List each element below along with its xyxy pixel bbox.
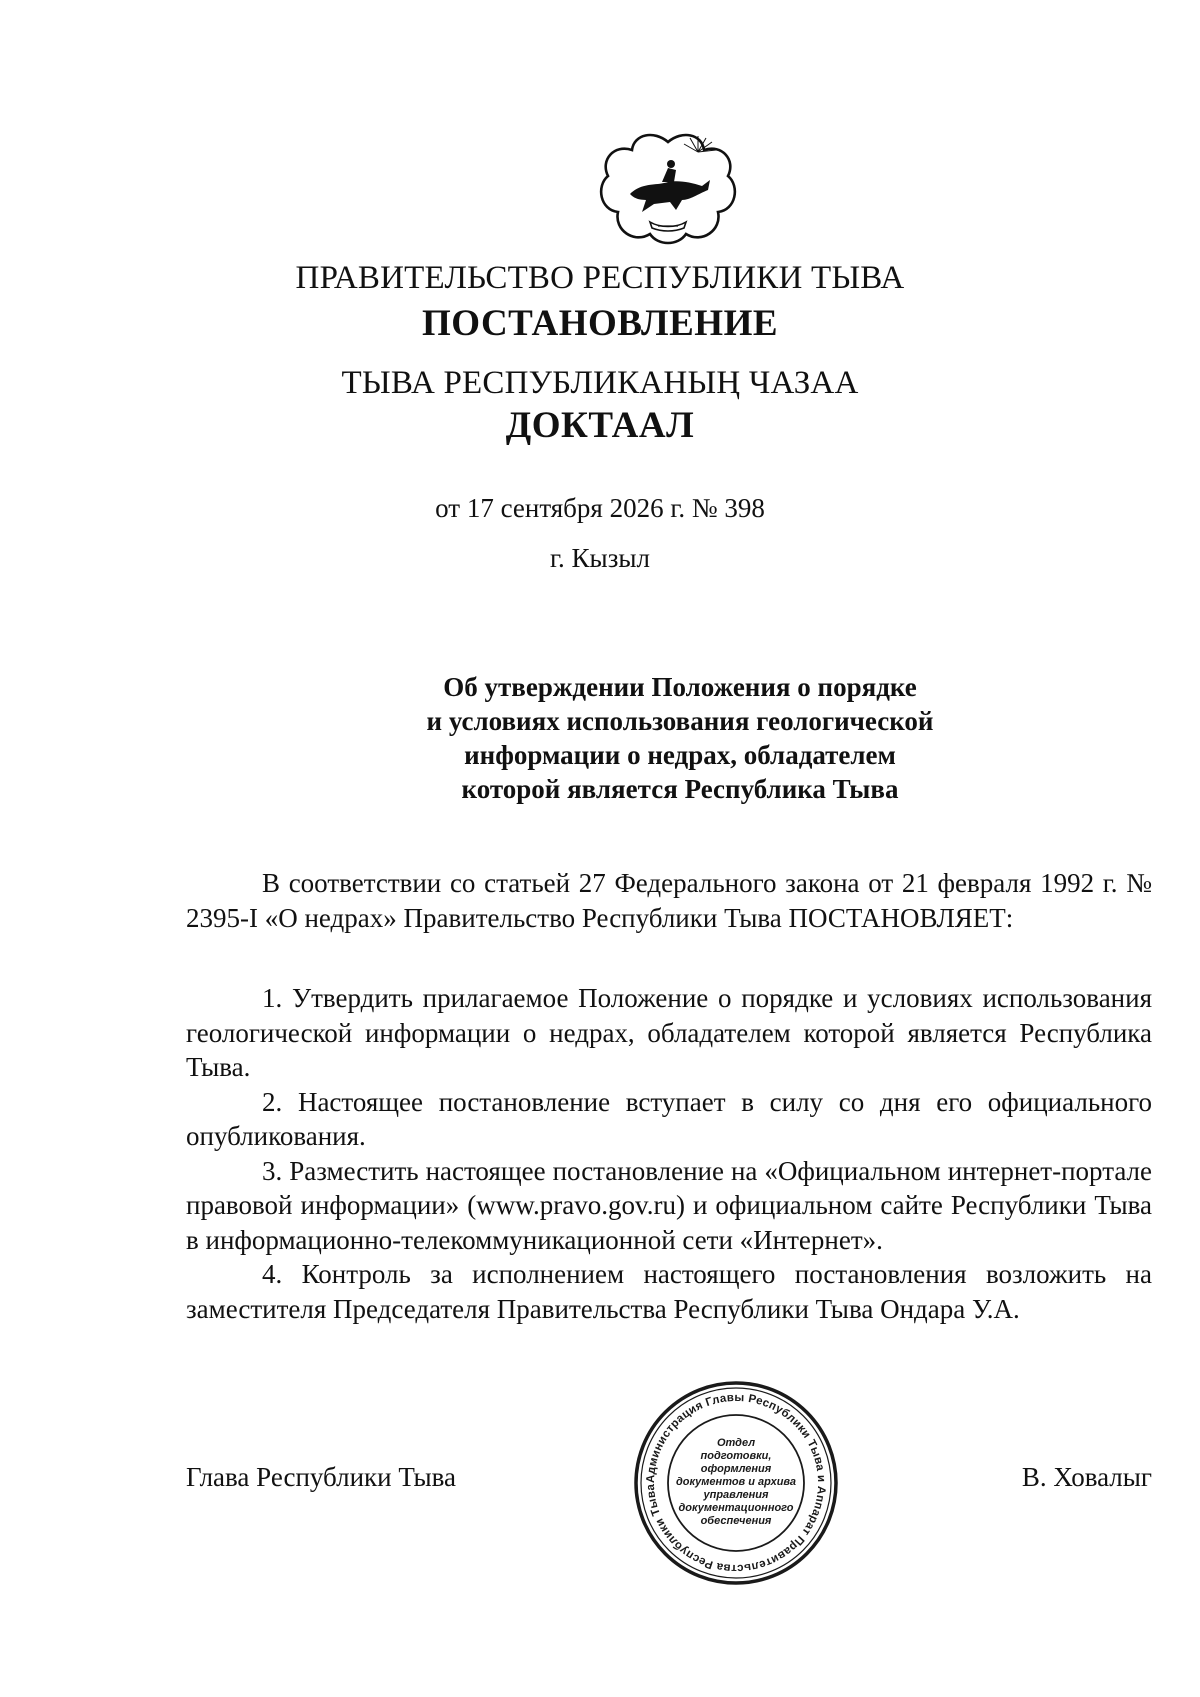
resolution-point: 3. Разместить настоящее постановление на «Официальном интернет-портале правовой информации» (www.pravo.gov.ru) и официальном сайте Республики Тыва в информационно-телекоммуникационной сети «Интернет». (186, 1155, 1152, 1255)
title-line: информации о недрах, обладателем (464, 740, 896, 770)
stamp-line: обеспечения (700, 1515, 772, 1527)
stamp-ring-text: Администрация Главы Республики Тыва и Аппарат Правительства Республики Тыва (644, 1391, 828, 1575)
document-date-number: от 17 сентября 2026 г. № 398 (435, 493, 765, 523)
stamp-line: подготовки, (700, 1450, 772, 1462)
signatory-name: В. Ховалыг (1021, 1462, 1152, 1492)
resolution-points (186, 981, 1152, 1326)
document-type-tyv: ДОКТААЛ (505, 405, 695, 446)
title-line: Об утверждении Положения о порядке (443, 672, 917, 702)
stamp-line: Отдел (716, 1437, 756, 1449)
resolution-point: 4. Контроль за исполнением настоящего постановления возложить на заместителя Председателя Правительства Республики Тыва Ондара У.А. (186, 1259, 1152, 1324)
title-line: которой является Республика Тыва (461, 774, 899, 804)
document-city: г. Кызыл (550, 543, 650, 573)
title-line: и условиях использования геологической (426, 706, 934, 736)
preamble-text: В соответствии со статьей 27 Федерального закона от 21 февраля 1992 г. № 2395-I «О недрах» Правительство Республики Тыва ПОСТАНОВЛЯЕТ: (186, 868, 1152, 933)
official-stamp-icon (631, 1378, 841, 1588)
government-name-ru: ПРАВИТЕЛЬСТВО РЕСПУБЛИКИ ТЫВА (295, 260, 905, 296)
tuva-coat-of-arms-icon (598, 130, 738, 248)
preamble (186, 866, 1152, 935)
stamp-line: документационного (678, 1502, 794, 1514)
resolution-point: 1. Утвердить прилагаемое Положение о порядке и условиях использования геологической информации о недрах, обладателем которой является Республика Тыва. (186, 983, 1152, 1082)
stamp-line: документов и архива (675, 1476, 797, 1488)
government-name-tyv: ТЫВА РЕСПУБЛИКАНЫҢ ЧАЗАА (341, 365, 859, 401)
signatory-position: Глава Республики Тыва (186, 1462, 457, 1492)
resolution-point: 2. Настоящее постановление вступает в силу со дня его официального опубликования. (186, 1086, 1152, 1151)
document-type-ru: ПОСТАНОВЛЕНИЕ (421, 303, 779, 344)
document-title (300, 670, 1060, 806)
stamp-line: управления (703, 1489, 769, 1501)
stamp-line: оформления (700, 1463, 772, 1475)
